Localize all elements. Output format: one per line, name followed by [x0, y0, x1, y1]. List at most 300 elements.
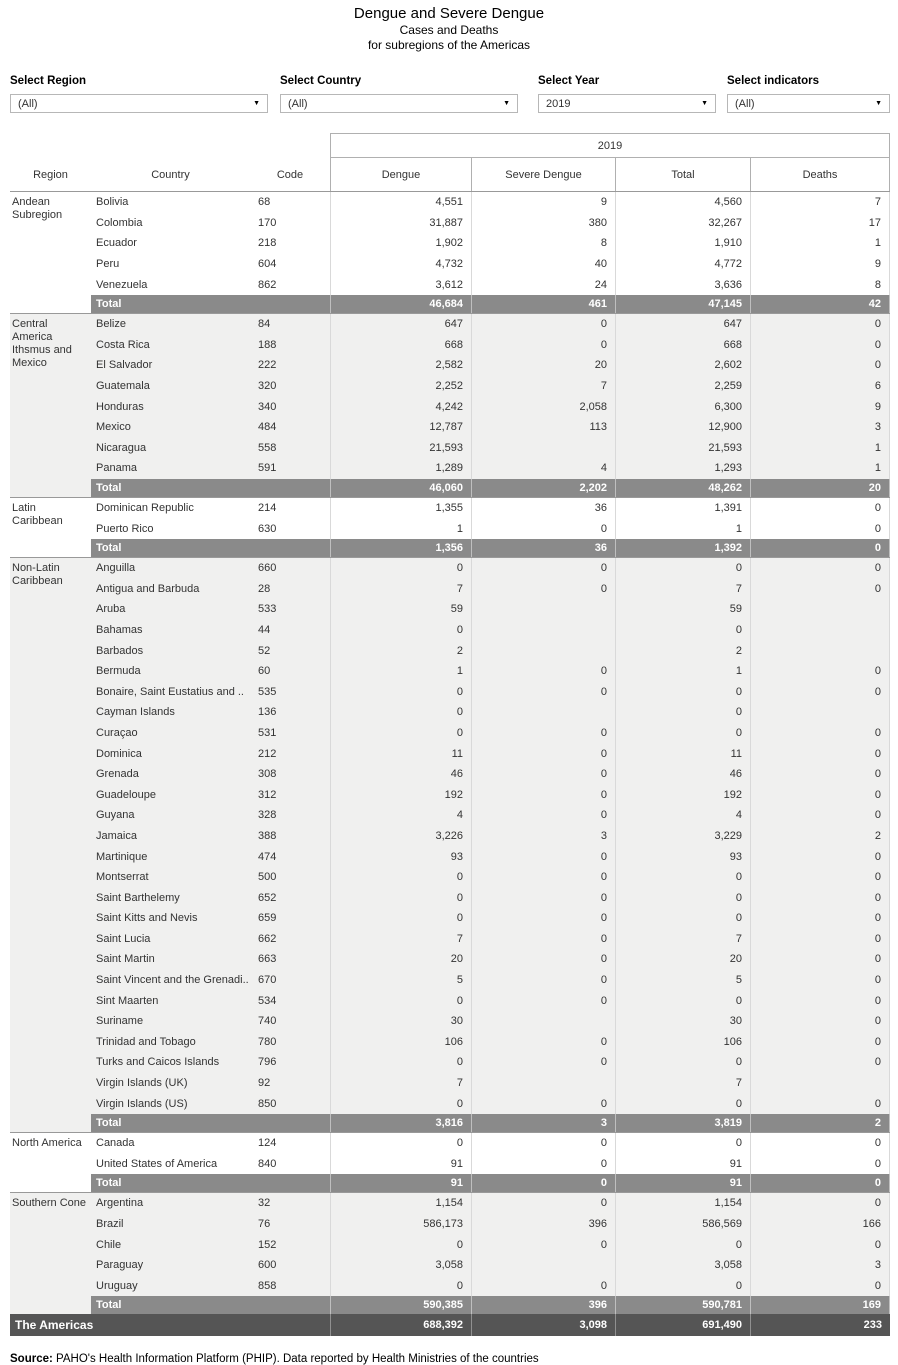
severe-dengue-cell[interactable]: 2,058 — [471, 396, 615, 417]
deaths-cell[interactable]: 1 — [750, 438, 890, 459]
deaths-cell[interactable]: 0 — [750, 764, 890, 785]
total-cell[interactable]: 1,293 — [615, 458, 750, 479]
region-group-latin-caribbean — [10, 497, 890, 557]
country-cell[interactable]: Argentina — [96, 1197, 144, 1210]
deaths-cell[interactable]: 17 — [750, 213, 890, 234]
code-cell[interactable]: 222 — [258, 359, 277, 372]
total-cell[interactable]: 12,900 — [615, 417, 750, 438]
total-cell[interactable]: 93 — [615, 846, 750, 867]
dengue-cell[interactable]: 0 — [330, 1133, 471, 1154]
total-cell[interactable]: 20 — [615, 949, 750, 970]
severe-dengue-cell[interactable]: 36 — [471, 498, 615, 519]
severe-dengue-cell[interactable] — [471, 599, 615, 620]
severe-dengue-cell[interactable]: 0 — [471, 558, 615, 579]
deaths-cell[interactable]: 0 — [750, 723, 890, 744]
severe-dengue-cell[interactable] — [471, 702, 615, 723]
country-cell[interactable]: Turks and Caicos Islands — [96, 1056, 220, 1069]
code-cell[interactable]: 531 — [258, 726, 277, 739]
code-cell[interactable]: 604 — [258, 258, 277, 271]
severe-dengue-cell[interactable]: 0 — [471, 518, 615, 539]
total-cell[interactable]: 11 — [615, 743, 750, 764]
deaths-cell[interactable]: 0 — [750, 846, 890, 867]
dengue-cell[interactable]: 106 — [330, 1032, 471, 1053]
severe-dengue-cell[interactable]: 0 — [471, 579, 615, 600]
country-cell[interactable]: Curaçao — [96, 726, 138, 739]
code-cell[interactable]: 124 — [258, 1137, 277, 1150]
severe-dengue-cell[interactable]: 0 — [471, 846, 615, 867]
code-cell[interactable]: 388 — [258, 829, 277, 842]
dengue-cell[interactable]: 0 — [330, 620, 471, 641]
code-cell[interactable]: 32 — [258, 1197, 271, 1210]
code-cell[interactable]: 76 — [258, 1218, 271, 1231]
severe-dengue-cell[interactable]: 0 — [471, 990, 615, 1011]
code-cell[interactable]: 663 — [258, 953, 277, 966]
deaths-cell[interactable]: 0 — [750, 970, 890, 991]
country-cell[interactable]: Virgin Islands (UK) — [96, 1077, 188, 1090]
select-region-select[interactable] — [10, 94, 268, 113]
country-cell[interactable]: Puerto Rico — [96, 522, 154, 535]
code-cell[interactable]: 500 — [258, 871, 277, 884]
deaths-cell[interactable]: 3 — [750, 417, 890, 438]
total-cell[interactable]: 1,391 — [615, 498, 750, 519]
code-cell[interactable]: 136 — [258, 706, 277, 719]
severe-dengue-cell[interactable]: 0 — [471, 1032, 615, 1053]
total-cell[interactable]: 0 — [615, 1276, 750, 1297]
country-cell[interactable]: Anguilla — [96, 562, 136, 575]
country-cell[interactable]: Sint Maarten — [96, 994, 159, 1007]
code-cell[interactable]: 840 — [258, 1157, 277, 1170]
country-cell[interactable]: Guadeloupe — [96, 788, 156, 801]
dengue-cell[interactable]: 4 — [330, 805, 471, 826]
dengue-cell[interactable]: 59 — [330, 599, 471, 620]
code-cell[interactable]: 850 — [258, 1097, 277, 1110]
code-cell[interactable]: 312 — [258, 788, 277, 801]
severe-dengue-cell[interactable]: 0 — [471, 314, 615, 335]
code-cell[interactable]: 170 — [258, 216, 277, 229]
dengue-cell[interactable]: 11 — [330, 743, 471, 764]
severe-dengue-cell[interactable]: 24 — [471, 274, 615, 295]
code-cell[interactable]: 630 — [258, 522, 277, 535]
country-cell[interactable]: Brazil — [96, 1218, 124, 1231]
country-cell[interactable]: Panama — [96, 462, 137, 475]
dengue-cell[interactable]: 0 — [330, 1234, 471, 1255]
deaths-cell[interactable]: 0 — [750, 929, 890, 950]
code-cell[interactable]: 328 — [258, 809, 277, 822]
country-cell[interactable]: Ecuador — [96, 237, 137, 250]
dengue-cell[interactable]: 7 — [330, 929, 471, 950]
code-cell[interactable]: 600 — [258, 1259, 277, 1272]
total-cell[interactable]: 106 — [615, 1032, 750, 1053]
country-cell[interactable]: Cayman Islands — [96, 706, 175, 719]
total-cell[interactable]: 0 — [615, 620, 750, 641]
code-cell[interactable]: 740 — [258, 1015, 277, 1028]
dengue-cell[interactable]: 2 — [330, 640, 471, 661]
severe-dengue-cell[interactable]: 0 — [471, 805, 615, 826]
total-cell[interactable]: 0 — [615, 1133, 750, 1154]
deaths-cell[interactable]: 7 — [750, 192, 890, 213]
country-cell[interactable]: Saint Vincent and the Grenadi.. — [96, 974, 249, 987]
severe-dengue-cell[interactable]: 0 — [471, 784, 615, 805]
dengue-cell[interactable]: 0 — [330, 990, 471, 1011]
country-cell[interactable]: Virgin Islands (US) — [96, 1097, 188, 1110]
code-cell[interactable]: 308 — [258, 768, 277, 781]
deaths-cell[interactable]: 0 — [750, 949, 890, 970]
code-cell[interactable]: 670 — [258, 974, 277, 987]
severe-dengue-cell[interactable]: 0 — [471, 1234, 615, 1255]
country-cell[interactable]: Mexico — [96, 421, 131, 434]
code-cell[interactable]: 44 — [258, 623, 271, 636]
total-cell[interactable]: 3,636 — [615, 274, 750, 295]
country-cell[interactable]: Montserrat — [96, 871, 149, 884]
severe-dengue-cell[interactable]: 0 — [471, 887, 615, 908]
dengue-cell[interactable]: 2,582 — [330, 355, 471, 376]
deaths-cell[interactable]: 1 — [750, 233, 890, 254]
country-cell[interactable]: Bolivia — [96, 196, 129, 209]
country-cell[interactable]: Costa Rica — [96, 338, 150, 351]
deaths-cell[interactable]: 166 — [750, 1214, 890, 1235]
severe-dengue-cell[interactable]: 0 — [471, 743, 615, 764]
deaths-cell[interactable]: 0 — [750, 1032, 890, 1053]
deaths-cell[interactable]: 0 — [750, 1154, 890, 1175]
code-cell[interactable]: 591 — [258, 462, 277, 475]
code-cell[interactable]: 534 — [258, 994, 277, 1007]
dengue-cell[interactable]: 2,252 — [330, 376, 471, 397]
dengue-cell[interactable]: 0 — [330, 702, 471, 723]
country-cell[interactable]: Bonaire, Saint Eustatius and .. — [96, 685, 244, 698]
dengue-cell[interactable]: 12,787 — [330, 417, 471, 438]
deaths-cell[interactable] — [750, 640, 890, 661]
deaths-cell[interactable]: 0 — [750, 887, 890, 908]
country-cell[interactable]: Trinidad and Tobago — [96, 1035, 196, 1048]
total-cell[interactable]: 6,300 — [615, 396, 750, 417]
dengue-cell[interactable]: 192 — [330, 784, 471, 805]
code-cell[interactable]: 340 — [258, 400, 277, 413]
region-total-deaths: 2 — [750, 1114, 890, 1132]
country-cell[interactable]: Grenada — [96, 768, 139, 781]
country-cell[interactable]: Barbados — [96, 644, 144, 657]
deaths-cell[interactable]: 0 — [750, 1093, 890, 1114]
deaths-cell[interactable]: 0 — [750, 784, 890, 805]
code-cell[interactable]: 660 — [258, 562, 277, 575]
dengue-cell[interactable]: 0 — [330, 867, 471, 888]
total-cell[interactable]: 0 — [615, 702, 750, 723]
dengue-cell[interactable]: 91 — [330, 1154, 471, 1175]
severe-dengue-cell[interactable]: 0 — [471, 723, 615, 744]
severe-dengue-cell[interactable]: 0 — [471, 867, 615, 888]
deaths-cell[interactable]: 0 — [750, 743, 890, 764]
country-cell[interactable]: Aruba — [96, 603, 126, 616]
severe-dengue-cell[interactable] — [471, 1255, 615, 1276]
code-cell[interactable]: 218 — [258, 237, 277, 250]
code-cell[interactable]: 558 — [258, 441, 277, 454]
total-cell[interactable]: 21,593 — [615, 438, 750, 459]
severe-dengue-cell[interactable]: 7 — [471, 376, 615, 397]
dengue-cell[interactable]: 0 — [330, 1276, 471, 1297]
country-cell[interactable]: Peru — [96, 258, 120, 271]
dengue-cell[interactable]: 4,732 — [330, 254, 471, 275]
severe-dengue-cell[interactable]: 0 — [471, 1154, 615, 1175]
deaths-cell[interactable]: 8 — [750, 274, 890, 295]
total-cell[interactable]: 0 — [615, 1234, 750, 1255]
dengue-cell[interactable]: 1,355 — [330, 498, 471, 519]
severe-dengue-cell[interactable]: 20 — [471, 355, 615, 376]
dengue-cell[interactable]: 20 — [330, 949, 471, 970]
deaths-cell[interactable]: 0 — [750, 1133, 890, 1154]
deaths-cell[interactable]: 0 — [750, 1234, 890, 1255]
total-cell[interactable]: 7 — [615, 579, 750, 600]
total-cell[interactable]: 7 — [615, 929, 750, 950]
total-cell[interactable]: 586,569 — [615, 1214, 750, 1235]
deaths-cell[interactable]: 0 — [750, 1052, 890, 1073]
total-cell[interactable]: 2,602 — [615, 355, 750, 376]
code-cell[interactable]: 52 — [258, 644, 271, 657]
deaths-cell[interactable]: 0 — [750, 681, 890, 702]
country-cell[interactable]: Dominican Republic — [96, 502, 194, 515]
deaths-cell[interactable]: 0 — [750, 335, 890, 356]
country-cell[interactable]: Saint Lucia — [96, 932, 151, 945]
country-cell[interactable]: Venezuela — [96, 278, 148, 291]
deaths-cell[interactable]: 6 — [750, 376, 890, 397]
code-cell[interactable]: 188 — [258, 338, 277, 351]
country-cell[interactable]: Chile — [96, 1238, 122, 1251]
country-cell[interactable]: Antigua and Barbuda — [96, 582, 200, 595]
total-cell[interactable]: 1 — [615, 518, 750, 539]
deaths-cell[interactable]: 0 — [750, 1276, 890, 1297]
deaths-cell[interactable]: 3 — [750, 1255, 890, 1276]
deaths-cell[interactable]: 9 — [750, 396, 890, 417]
code-cell[interactable]: 60 — [258, 665, 271, 678]
severe-dengue-cell[interactable]: 0 — [471, 1052, 615, 1073]
total-cell[interactable]: 46 — [615, 764, 750, 785]
dengue-cell[interactable]: 0 — [330, 723, 471, 744]
select-year-select[interactable] — [538, 94, 716, 113]
deaths-cell[interactable]: 0 — [750, 518, 890, 539]
severe-dengue-cell[interactable] — [471, 1073, 615, 1094]
dengue-cell[interactable]: 1,289 — [330, 458, 471, 479]
code-cell[interactable]: 474 — [258, 850, 277, 863]
total-cell[interactable]: 30 — [615, 1011, 750, 1032]
total-cell[interactable]: 0 — [615, 723, 750, 744]
deaths-cell[interactable]: 1 — [750, 458, 890, 479]
deaths-cell[interactable]: 0 — [750, 498, 890, 519]
severe-dengue-cell[interactable] — [471, 1011, 615, 1032]
total-cell[interactable]: 1,910 — [615, 233, 750, 254]
code-cell[interactable]: 28 — [258, 582, 271, 595]
code-cell[interactable]: 152 — [258, 1238, 277, 1251]
select-indicators-select[interactable] — [727, 94, 890, 113]
dengue-cell[interactable]: 1 — [330, 518, 471, 539]
total-cell[interactable]: 192 — [615, 784, 750, 805]
total-cell[interactable]: 4,560 — [615, 192, 750, 213]
deaths-cell[interactable] — [750, 1073, 890, 1094]
total-cell[interactable]: 3,058 — [615, 1255, 750, 1276]
total-cell[interactable]: 0 — [615, 558, 750, 579]
severe-dengue-cell[interactable]: 0 — [471, 681, 615, 702]
total-cell[interactable]: 0 — [615, 681, 750, 702]
country-cell[interactable]: Saint Kitts and Nevis — [96, 912, 198, 925]
deaths-cell[interactable]: 0 — [750, 579, 890, 600]
country-cell[interactable]: Guyana — [96, 809, 135, 822]
total-cell[interactable]: 1 — [615, 661, 750, 682]
severe-dengue-cell[interactable] — [471, 640, 615, 661]
severe-dengue-cell[interactable]: 9 — [471, 192, 615, 213]
dengue-cell[interactable]: 1 — [330, 661, 471, 682]
severe-dengue-cell[interactable]: 8 — [471, 233, 615, 254]
dengue-cell[interactable]: 7 — [330, 579, 471, 600]
country-cell[interactable]: Uruguay — [96, 1279, 138, 1292]
total-cell[interactable]: 0 — [615, 908, 750, 929]
deaths-cell[interactable]: 0 — [750, 867, 890, 888]
deaths-cell[interactable]: 0 — [750, 1011, 890, 1032]
severe-dengue-cell[interactable]: 0 — [471, 1276, 615, 1297]
deaths-cell[interactable]: 0 — [750, 314, 890, 335]
total-cell[interactable]: 32,267 — [615, 213, 750, 234]
severe-dengue-cell[interactable]: 40 — [471, 254, 615, 275]
deaths-cell[interactable]: 2 — [750, 826, 890, 847]
total-cell[interactable]: 59 — [615, 599, 750, 620]
deaths-cell[interactable] — [750, 599, 890, 620]
code-cell[interactable]: 535 — [258, 685, 277, 698]
dengue-cell[interactable]: 0 — [330, 558, 471, 579]
dengue-cell[interactable]: 5 — [330, 970, 471, 991]
total-cell[interactable]: 5 — [615, 970, 750, 991]
code-cell[interactable]: 320 — [258, 380, 277, 393]
code-cell[interactable]: 796 — [258, 1056, 277, 1069]
code-cell[interactable]: 662 — [258, 932, 277, 945]
code-cell[interactable]: 84 — [258, 318, 271, 331]
severe-dengue-cell[interactable]: 0 — [471, 908, 615, 929]
dengue-cell[interactable]: 3,058 — [330, 1255, 471, 1276]
country-cell[interactable]: Colombia — [96, 216, 143, 229]
severe-dengue-cell[interactable]: 0 — [471, 661, 615, 682]
country-cell[interactable]: Guatemala — [96, 380, 150, 393]
total-cell[interactable]: 0 — [615, 1052, 750, 1073]
code-cell[interactable]: 659 — [258, 912, 277, 925]
code-cell[interactable]: 214 — [258, 502, 277, 515]
deaths-cell[interactable] — [750, 702, 890, 723]
dengue-cell[interactable]: 31,887 — [330, 213, 471, 234]
severe-dengue-cell[interactable]: 0 — [471, 949, 615, 970]
code-cell[interactable]: 68 — [258, 196, 271, 209]
deaths-cell[interactable]: 0 — [750, 805, 890, 826]
total-cell[interactable]: 647 — [615, 314, 750, 335]
code-cell[interactable]: 780 — [258, 1035, 277, 1048]
total-cell[interactable]: 91 — [615, 1154, 750, 1175]
deaths-cell[interactable]: 9 — [750, 254, 890, 275]
code-cell[interactable]: 858 — [258, 1279, 277, 1292]
total-cell[interactable]: 2 — [615, 640, 750, 661]
code-cell[interactable]: 652 — [258, 891, 277, 904]
total-cell[interactable]: 0 — [615, 887, 750, 908]
deaths-cell[interactable]: 0 — [750, 990, 890, 1011]
total-cell[interactable]: 0 — [615, 990, 750, 1011]
dengue-cell[interactable]: 1,902 — [330, 233, 471, 254]
deaths-cell[interactable]: 0 — [750, 558, 890, 579]
country-cell[interactable]: United States of America — [96, 1157, 218, 1170]
dengue-cell[interactable]: 4,551 — [330, 192, 471, 213]
country-cell[interactable]: Saint Barthelemy — [96, 891, 180, 904]
severe-dengue-cell[interactable]: 3 — [471, 826, 615, 847]
dengue-cell[interactable]: 93 — [330, 846, 471, 867]
country-cell[interactable]: El Salvador — [96, 359, 153, 372]
total-cell[interactable]: 7 — [615, 1073, 750, 1094]
dengue-cell[interactable]: 586,173 — [330, 1214, 471, 1235]
country-cell[interactable]: Bahamas — [96, 623, 143, 636]
country-cell[interactable]: Honduras — [96, 400, 144, 413]
country-cell[interactable]: Dominica — [96, 747, 142, 760]
severe-dengue-cell[interactable] — [471, 620, 615, 641]
country-cell[interactable]: Martinique — [96, 850, 148, 863]
severe-dengue-cell[interactable]: 0 — [471, 970, 615, 991]
deaths-cell[interactable]: 0 — [750, 661, 890, 682]
severe-dengue-cell[interactable]: 113 — [471, 417, 615, 438]
code-cell[interactable]: 533 — [258, 603, 277, 616]
dengue-cell[interactable]: 0 — [330, 887, 471, 908]
total-cell[interactable]: 2,259 — [615, 376, 750, 397]
dengue-cell[interactable]: 0 — [330, 1052, 471, 1073]
severe-dengue-cell[interactable]: 0 — [471, 335, 615, 356]
deaths-cell[interactable]: 0 — [750, 908, 890, 929]
dengue-cell[interactable]: 0 — [330, 681, 471, 702]
total-cell[interactable]: 1,154 — [615, 1193, 750, 1214]
total-cell[interactable]: 4,772 — [615, 254, 750, 275]
country-cell[interactable]: Suriname — [96, 1015, 144, 1028]
country-cell[interactable]: Jamaica — [96, 829, 137, 842]
select-country-select[interactable] — [280, 94, 518, 113]
severe-dengue-cell[interactable]: 380 — [471, 213, 615, 234]
code-cell[interactable]: 484 — [258, 421, 277, 434]
country-cell[interactable]: Belize — [96, 318, 126, 331]
total-cell[interactable]: 0 — [615, 1093, 750, 1114]
total-cell[interactable]: 3,229 — [615, 826, 750, 847]
severe-dengue-cell[interactable]: 0 — [471, 1093, 615, 1114]
dengue-cell[interactable]: 46 — [330, 764, 471, 785]
dengue-cell[interactable]: 3,612 — [330, 274, 471, 295]
dengue-cell[interactable]: 0 — [330, 1093, 471, 1114]
country-cell[interactable]: Canada — [96, 1137, 135, 1150]
dengue-cell[interactable]: 30 — [330, 1011, 471, 1032]
severe-dengue-cell[interactable]: 0 — [471, 1133, 615, 1154]
dengue-cell[interactable]: 647 — [330, 314, 471, 335]
code-cell[interactable]: 92 — [258, 1077, 271, 1090]
dengue-cell[interactable]: 3,226 — [330, 826, 471, 847]
dengue-cell[interactable]: 4,242 — [330, 396, 471, 417]
dengue-cell[interactable]: 0 — [330, 908, 471, 929]
severe-dengue-cell[interactable]: 0 — [471, 929, 615, 950]
deaths-cell[interactable] — [750, 620, 890, 641]
country-cell[interactable]: Nicaragua — [96, 441, 147, 454]
severe-dengue-cell[interactable] — [471, 438, 615, 459]
total-cell[interactable]: 668 — [615, 335, 750, 356]
dengue-cell[interactable]: 668 — [330, 335, 471, 356]
severe-dengue-cell[interactable]: 4 — [471, 458, 615, 479]
dengue-cell[interactable]: 1,154 — [330, 1193, 471, 1214]
severe-dengue-cell[interactable]: 396 — [471, 1214, 615, 1235]
total-cell[interactable]: 0 — [615, 867, 750, 888]
code-cell[interactable]: 212 — [258, 747, 277, 760]
total-cell[interactable]: 4 — [615, 805, 750, 826]
deaths-cell[interactable]: 0 — [750, 1193, 890, 1214]
dengue-cell[interactable]: 21,593 — [330, 438, 471, 459]
code-cell[interactable]: 862 — [258, 278, 277, 291]
severe-dengue-cell[interactable]: 0 — [471, 764, 615, 785]
severe-dengue-cell[interactable]: 0 — [471, 1193, 615, 1214]
deaths-cell[interactable]: 0 — [750, 355, 890, 376]
dengue-cell[interactable]: 7 — [330, 1073, 471, 1094]
country-cell[interactable]: Paraguay — [96, 1259, 144, 1272]
country-cell[interactable]: Bermuda — [96, 665, 141, 678]
country-cell[interactable]: Saint Martin — [96, 953, 155, 966]
